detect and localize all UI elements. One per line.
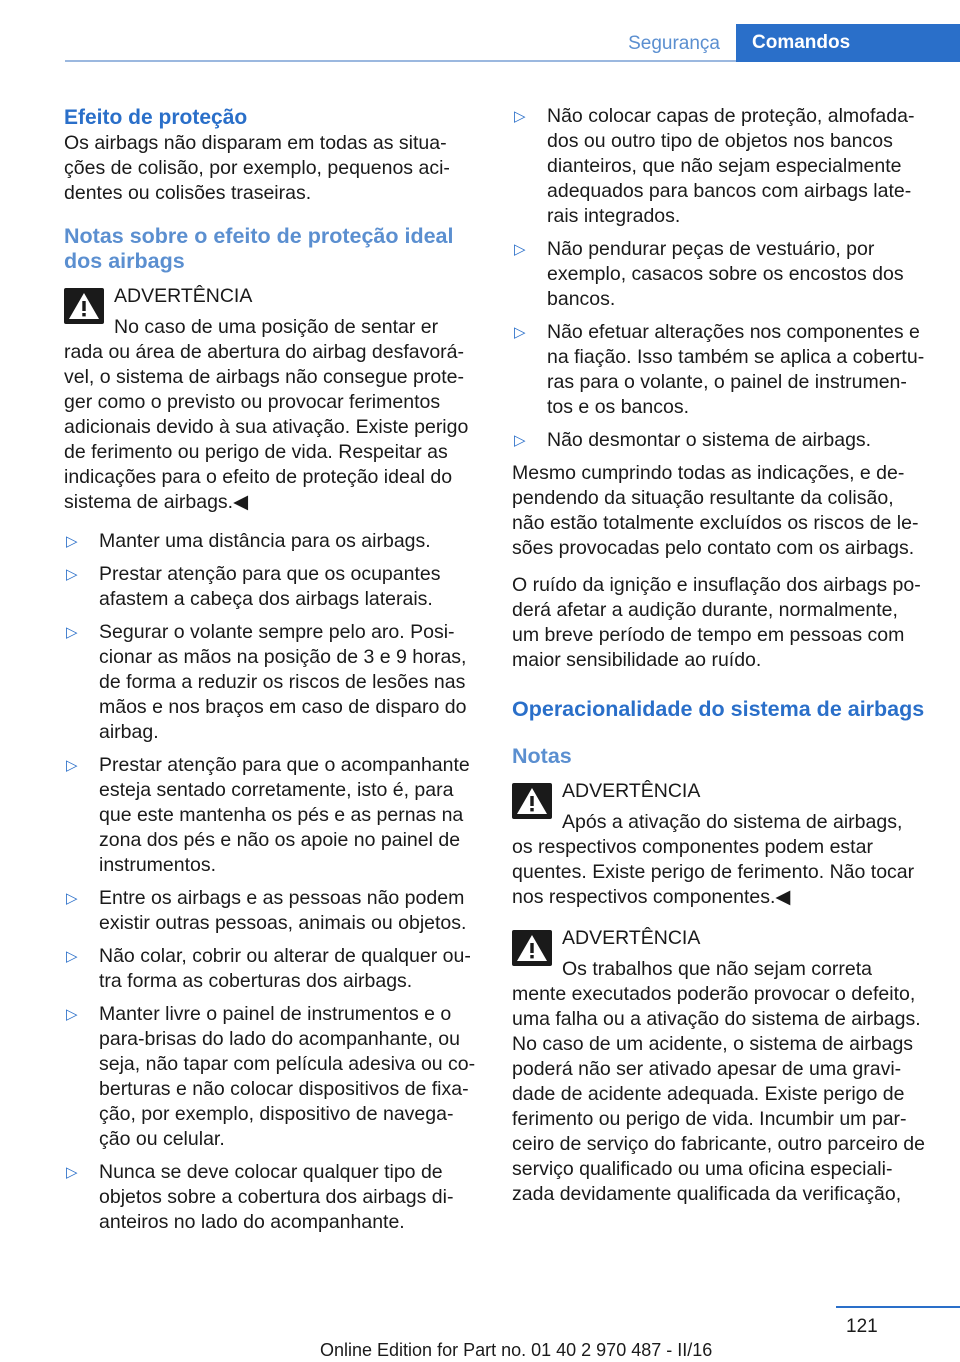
list-item: ▷ Entre os airbags e as pessoas não podem existir outras pessoas, animais ou objetos. <box>66 887 467 934</box>
warning-triangle-icon <box>512 930 552 966</box>
header-section-label: Segurança <box>628 33 720 54</box>
warning-block <box>512 926 926 1207</box>
heading-efeito-protecao: Efeito de proteção <box>64 106 248 129</box>
triangle-bullet-icon: ▷ <box>514 108 526 125</box>
triangle-bullet-icon: ▷ <box>66 890 78 907</box>
list-item: ▷ Segurar o volante sempre pelo aro. Posicionar as mãos na posição de 3 e 9 horas, de forma a reduzir os riscos de lesões nas mãos e nos braços em caso de disparo do airbag. <box>66 621 467 743</box>
list-item: ▷ Não desmontar o sistema de airbags. <box>514 429 872 451</box>
warning-text: rada ou área de abertura do airbag desfavorável, o sistema de airbags não consegue proteger como o previsto ou provocar ferimentos adicionais devido à sua ativação. Existe perigo de ferimento ou perigo de vida. Respeitar as indicações para o efeito de proteção ideal do sistema de airbags.◀ <box>64 341 469 513</box>
list-item: ▷ Manter livre o painel de instrumentos e o para-brisas do lado do acompanhante, ou seja, não tapar com película adesiva ou coberturas e não colocar dispositivos de fixação, por exemplo, dispositivo de navegação ou celular. <box>66 1003 476 1150</box>
paragraph-intro: Os airbags não disparam em todas as situações de colisão, por exemplo, pequenos acidentes ou colisões traseiras. <box>64 132 450 204</box>
paragraph-risks: Mesmo cumprindo todas as indicações, e dependendo da situação resultante da colisão, não estão totalmente excluídos os riscos de lesões provocadas pelo contato com os airbags. <box>512 462 919 559</box>
list-item: ▷ Nunca se deve colocar qualquer tipo de objetos sobre a cobertura dos airbags dianteiros no lado do acompanhante. <box>66 1161 454 1233</box>
left-column <box>64 102 478 1243</box>
edition-note: Online Edition for Part no. 01 40 2 970 487 - II/16 <box>320 1340 713 1360</box>
warning-title: ADVERTÊNCIA <box>562 780 701 802</box>
heading-notas: Notas <box>512 744 572 768</box>
triangle-bullet-icon: ▷ <box>66 566 78 583</box>
bullet-list-left <box>64 529 478 1235</box>
list-item: ▷ Não colocar capas de proteção, almofadados ou outro tipo de objetos nos bancos dianteiros, que não sejam especialmente adequados para bancos com airbags laterais integrados. <box>514 105 915 227</box>
triangle-bullet-icon: ▷ <box>66 948 78 965</box>
page-header <box>0 24 960 62</box>
warning-triangle-icon <box>512 783 552 819</box>
footer-rule <box>836 1306 960 1308</box>
warning-block <box>64 284 478 515</box>
header-chapter-tab: Comandos <box>736 24 960 62</box>
right-column <box>512 102 926 1207</box>
list-item: ▷ Não colar, cobrir ou alterar de qualquer outra forma as coberturas dos airbags. <box>66 945 471 992</box>
warning-first-line: Após a ativação do sistema de airbags, <box>562 811 903 833</box>
warning-text: mente executados poderão provocar o defeito, uma falha ou a ativação do sistema de airbags. No caso de um acidente, o sistema de airbags poderá não ser ativado apesar de uma gravidade de acidente adequada. Existe perigo de ferimento ou perigo de vida. Incumbir um parceiro de serviço do fabricante, outro parceiro de serviço qualificado ou uma oficina especializada devidamente qualificada da verificação, <box>512 983 925 1205</box>
warning-first-line: No caso de uma posição de sentar er <box>114 316 439 338</box>
triangle-bullet-icon: ▷ <box>66 1164 78 1181</box>
list-item: ▷ Não pendurar peças de vestuário, por exemplo, casacos sobre os encostos dos bancos. <box>514 238 904 310</box>
bullet-list-right <box>512 104 926 453</box>
triangle-bullet-icon: ▷ <box>66 1006 78 1023</box>
list-item: ▷ Prestar atenção para que o acompanhante esteja sentado corretamente, isto é, para que este mantenha os pés e as pernas na zona dos pés e não os apoie no painel de instrumentos. <box>66 754 470 876</box>
header-rule <box>65 60 736 62</box>
warning-block <box>512 779 926 910</box>
triangle-bullet-icon: ▷ <box>66 624 78 641</box>
warning-text: os respectivos componentes podem estar quentes. Existe perigo de ferimento. Não tocar nos respectivos componentes.◀ <box>512 836 915 908</box>
warning-triangle-icon <box>64 288 104 324</box>
triangle-bullet-icon: ▷ <box>514 432 526 449</box>
triangle-bullet-icon: ▷ <box>66 533 78 550</box>
triangle-bullet-icon: ▷ <box>514 241 526 258</box>
triangle-bullet-icon: ▷ <box>66 757 78 774</box>
warning-first-line: Os trabalhos que não sejam correta <box>562 958 873 980</box>
heading-notas-efeito: Notas sobre o efeito de proteção ideal dos airbags <box>64 224 454 273</box>
paragraph-noise: O ruído da ignição e insuflação dos airbags poderá afetar a audição durante, normalmente, um breve período de tempo em pessoas com maior sensibilidade ao ruído. <box>512 574 921 671</box>
list-item: ▷ Prestar atenção para que os ocupantes afastem a cabeça dos airbags laterais. <box>66 563 441 610</box>
warning-title: ADVERTÊNCIA <box>114 285 253 307</box>
triangle-bullet-icon: ▷ <box>514 324 526 341</box>
list-item: ▷ Não efetuar alterações nos componentes e na fiação. Isso também se aplica a coberturas para o volante, o painel de instrumentos e os bancos. <box>514 321 925 418</box>
page-number: 121 <box>846 1316 878 1337</box>
list-item: ▷ Manter uma distância para os airbags. <box>66 530 431 552</box>
warning-title: ADVERTÊNCIA <box>562 927 701 949</box>
heading-operacionalidade: Operacionalidade do sistema de airbags <box>512 697 925 721</box>
